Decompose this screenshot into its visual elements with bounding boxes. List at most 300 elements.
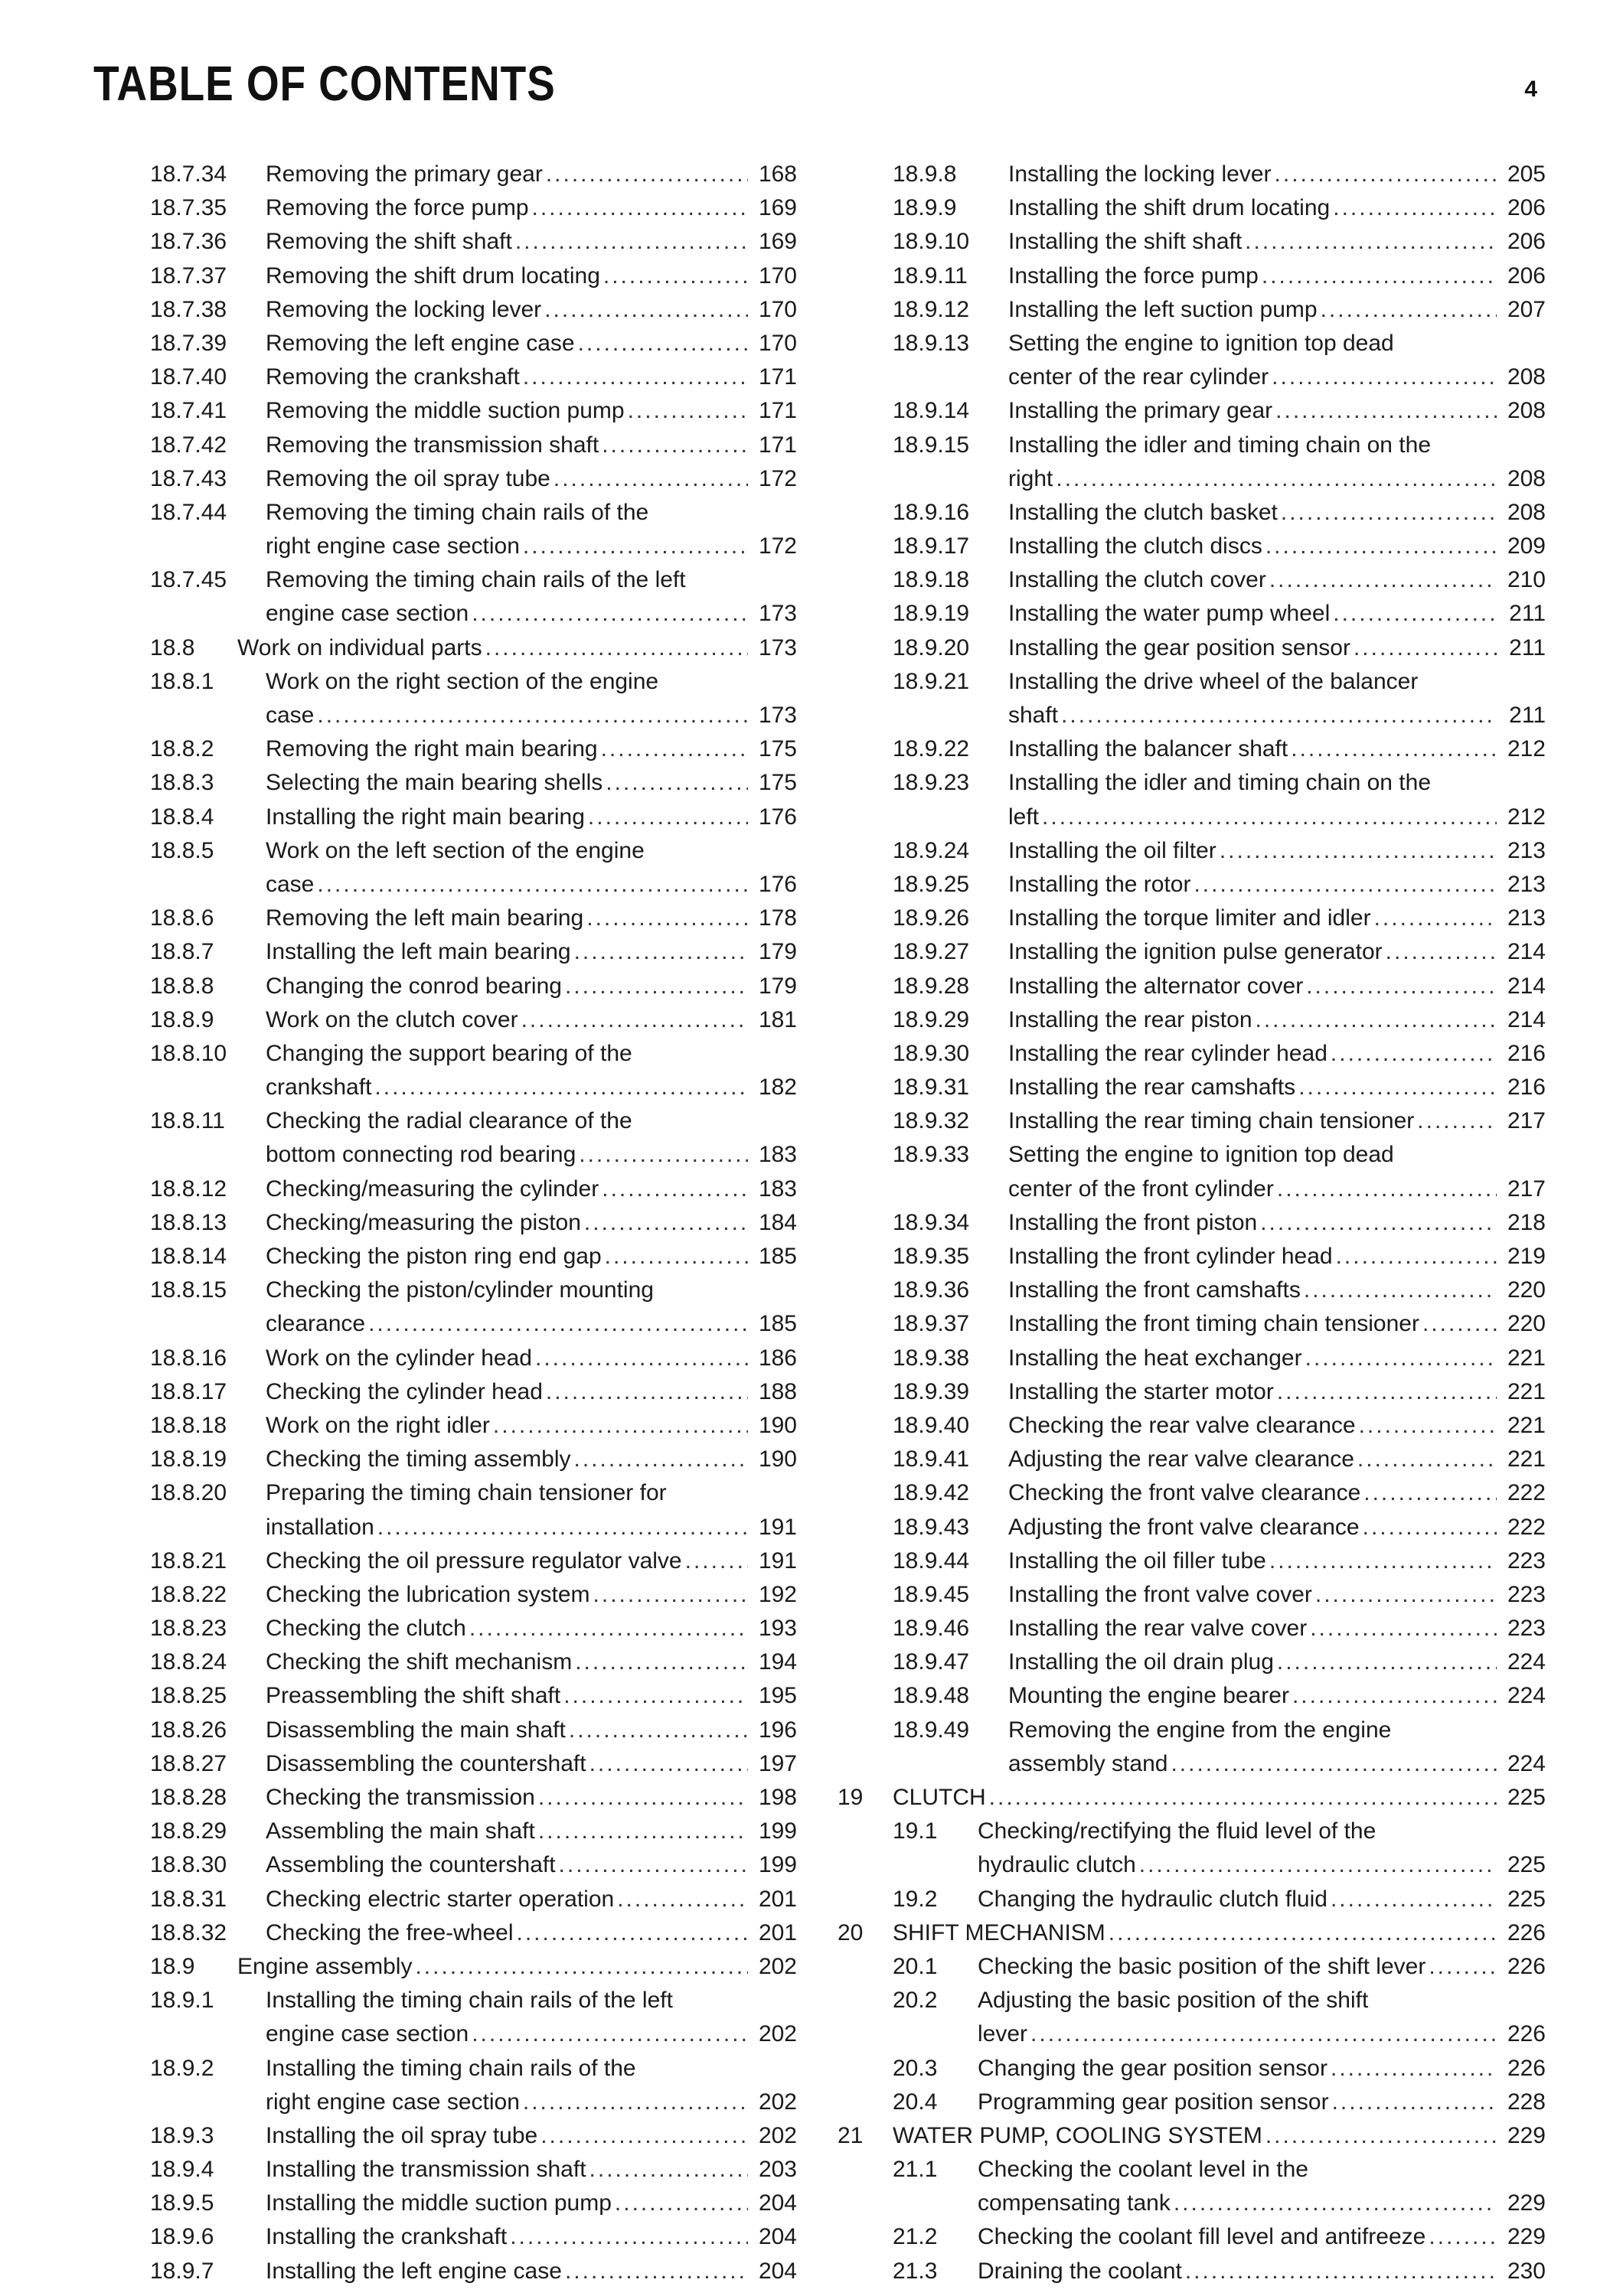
toc-entry[interactable] — [838, 2153, 1546, 2220]
toc-entry[interactable] — [150, 429, 797, 462]
toc-entry-title: Removing the left main bearing — [266, 905, 584, 931]
toc-entry-title: Removing the locking lever — [266, 296, 542, 322]
toc-entry[interactable] — [838, 631, 1546, 665]
toc-entry[interactable] — [150, 665, 797, 732]
toc-entry-number: 18.9.25 — [893, 871, 970, 897]
dot-leader — [377, 1511, 748, 1544]
dot-leader — [574, 935, 748, 969]
toc-entry-page: 211 — [1509, 601, 1546, 627]
toc-entry[interactable] — [838, 665, 1546, 732]
toc-entry[interactable] — [150, 902, 797, 935]
toc-entry-title: Checking the free-wheel — [266, 1919, 514, 1945]
toc-entry-title: Work on the cylinder head — [266, 1345, 532, 1371]
toc-entry[interactable] — [150, 1342, 797, 1375]
dot-leader — [485, 631, 748, 665]
dot-leader — [1363, 1511, 1497, 1544]
toc-entry-title: compensating tank — [978, 2190, 1171, 2216]
toc-entry[interactable] — [838, 1342, 1546, 1375]
toc-entry[interactable] — [838, 902, 1546, 935]
toc-entry-number: 18.9.3 — [150, 2122, 214, 2148]
toc-entry-title: Checking the coolant fill level and antifreeze — [978, 2224, 1426, 2250]
toc-entry[interactable] — [838, 1679, 1546, 1713]
toc-entry-page: 224 — [1507, 1683, 1546, 1709]
toc-entry-page: 217 — [1507, 1176, 1546, 1202]
toc-entry-title: Changing the gear position sensor — [978, 2055, 1327, 2081]
toc-entry-page: 226 — [1507, 2055, 1546, 2081]
toc-entry-number: 18.9.32 — [893, 1108, 970, 1134]
toc-entry-page: 223 — [1507, 1581, 1546, 1607]
toc-entry[interactable] — [838, 1476, 1546, 1510]
toc-entry-title: Installing the rear timing chain tensioner — [1008, 1108, 1415, 1134]
dot-leader — [1331, 1037, 1497, 1071]
toc-entry-number: 18.9.6 — [150, 2224, 214, 2250]
toc-entry-title: Checking the transmission — [266, 1785, 535, 1810]
dot-leader — [589, 2153, 748, 2187]
toc-entry[interactable] — [150, 2153, 797, 2187]
toc-entry-page: 199 — [758, 1852, 797, 1878]
toc-entry-number: 18.9.26 — [893, 905, 970, 931]
toc-entry[interactable] — [150, 259, 797, 293]
toc-entry-title: installation — [266, 1514, 374, 1540]
toc-entry-number: 18.9.12 — [893, 296, 970, 322]
toc-entry[interactable] — [150, 2255, 797, 2288]
toc-entry[interactable] — [838, 1916, 1546, 1950]
toc-entry-title: Installing the starter motor — [1008, 1378, 1274, 1404]
dot-leader — [575, 1645, 748, 1679]
toc-entry[interactable] — [150, 1645, 797, 1679]
dot-leader — [546, 1375, 748, 1409]
toc-entry[interactable] — [838, 2119, 1546, 2153]
toc-entry-title: Checking the basic position of the shift lever — [978, 1953, 1426, 1979]
toc-entry-title: Installing the rear valve cover — [1008, 1616, 1308, 1642]
toc-entry[interactable] — [838, 1578, 1546, 1612]
toc-entry[interactable] — [838, 1883, 1546, 1916]
toc-entry[interactable] — [838, 1511, 1546, 1544]
dot-leader — [546, 158, 748, 191]
toc-entry[interactable] — [838, 1071, 1546, 1104]
toc-entry[interactable] — [838, 2255, 1546, 2288]
toc-entry-page: 226 — [1507, 2021, 1546, 2047]
toc-entry-number: 18.9.13 — [893, 330, 970, 356]
toc-entry[interactable] — [838, 597, 1546, 631]
toc-entry-title: Checking/measuring the cylinder — [266, 1176, 599, 1202]
toc-entry-number: 18.8.9 — [150, 1006, 214, 1032]
toc-entry-title: Checking the clutch — [266, 1616, 466, 1642]
dot-leader — [1030, 2017, 1497, 2051]
toc-entry[interactable] — [150, 158, 797, 191]
toc-entry-number: 18.9.17 — [893, 533, 970, 559]
dot-leader — [615, 2187, 748, 2220]
toc-entry-page: 182 — [758, 1075, 797, 1101]
toc-entry-title: Preassembling the shift shaft — [266, 1683, 561, 1709]
toc-entry[interactable] — [838, 732, 1546, 766]
toc-entry-title: Installing the heat exchanger — [1008, 1345, 1302, 1371]
toc-entry[interactable] — [838, 225, 1546, 259]
toc-entry-page: 224 — [1507, 1649, 1546, 1675]
dot-leader — [1363, 1476, 1497, 1510]
toc-entry-number: 18.9.2 — [150, 2055, 214, 2081]
toc-entry-page: 170 — [758, 263, 797, 289]
toc-entry[interactable] — [838, 1612, 1546, 1645]
toc-entry[interactable] — [838, 1714, 1546, 1781]
toc-entry-number: 18.9.46 — [893, 1616, 970, 1642]
toc-entry-page: 225 — [1507, 1852, 1546, 1878]
toc-entry-page: 202 — [758, 1953, 797, 1979]
toc-entry[interactable] — [838, 1274, 1546, 1307]
toc-entry[interactable] — [150, 935, 797, 969]
dot-leader — [565, 970, 748, 1003]
toc-entry[interactable] — [150, 1476, 797, 1544]
toc-entry[interactable] — [838, 1443, 1546, 1476]
toc-entry[interactable] — [150, 1612, 797, 1645]
toc-entry[interactable] — [150, 1409, 797, 1443]
toc-entry-number: 18.9.29 — [893, 1006, 970, 1032]
toc-entry[interactable] — [838, 970, 1546, 1003]
toc-entry[interactable] — [838, 2086, 1546, 2119]
dot-leader — [469, 1612, 748, 1645]
toc-entry-title: Checking the timing assembly — [266, 1446, 571, 1473]
toc-entry-number: 18.9.48 — [893, 1683, 970, 1709]
toc-entry[interactable] — [150, 2220, 797, 2254]
dot-leader — [586, 902, 748, 935]
dot-leader — [1265, 2119, 1497, 2153]
dot-leader — [1336, 1240, 1497, 1274]
dot-leader — [415, 1950, 748, 1984]
toc-entry-title: Installing the transmission shaft — [266, 2157, 586, 2183]
toc-entry-title: Installing the front valve cover — [1008, 1581, 1312, 1607]
toc-entry-title: Checking the coolant level in the — [978, 2157, 1308, 2183]
toc-entry[interactable] — [150, 327, 797, 360]
toc-entry-number: 18.8.32 — [150, 1919, 227, 1945]
dot-leader — [538, 1781, 748, 1815]
toc-entry-title: Work on the right idler — [266, 1412, 490, 1438]
toc-entry-title: Removing the oil spray tube — [266, 465, 550, 491]
dot-leader — [593, 1578, 748, 1612]
toc-entry-page: 171 — [758, 398, 797, 424]
toc-entry[interactable] — [838, 394, 1546, 428]
toc-entry-title: Installing the front camshafts — [1008, 1277, 1301, 1303]
toc-entry-page: 191 — [758, 1548, 797, 1574]
toc-entry[interactable] — [150, 801, 797, 834]
toc-entry-page: 202 — [758, 2122, 797, 2148]
toc-entry-number: 18.8.12 — [150, 1176, 227, 1202]
toc-entry-number: 18.9.35 — [893, 1244, 970, 1269]
toc-entry-title: Installing the rear piston — [1008, 1006, 1252, 1032]
toc-entry-number: 18.8.31 — [150, 1886, 227, 1912]
toc-entry[interactable] — [838, 158, 1546, 191]
toc-entry-number: 18.8.6 — [150, 905, 214, 931]
toc-left-column — [150, 158, 797, 2288]
toc-entry-title: Work on the right section of the engine — [266, 668, 659, 694]
toc-entry-title: Adjusting the rear valve clearance — [1008, 1446, 1354, 1473]
toc-entry[interactable] — [150, 1781, 797, 1815]
toc-entry-page: 176 — [758, 871, 797, 897]
toc-entry-page: 191 — [758, 1514, 797, 1540]
toc-entry-page: 220 — [1507, 1277, 1546, 1303]
toc-entry-page: 225 — [1507, 1886, 1546, 1912]
toc-entry-title: Checking/rectifying the fluid level of the — [978, 1818, 1376, 1844]
toc-entry[interactable] — [150, 360, 797, 394]
toc-entry-number: 18.9.18 — [893, 567, 970, 593]
toc-entry[interactable] — [838, 293, 1546, 327]
toc-entry-number: 21 — [838, 2122, 864, 2148]
toc-entry-page: 172 — [758, 465, 797, 491]
toc-entry-title: Removing the shift shaft — [266, 229, 512, 255]
toc-entry[interactable] — [838, 429, 1546, 496]
toc-entry-title: Installing the front piston — [1008, 1209, 1258, 1235]
toc-entry-page: 188 — [758, 1378, 797, 1404]
toc-entry-page: 183 — [758, 1142, 797, 1168]
toc-entry[interactable] — [838, 1307, 1546, 1341]
toc-entry-page: 226 — [1507, 1953, 1546, 1979]
toc-entry[interactable] — [150, 1950, 797, 1984]
toc-entry-page: 211 — [1509, 703, 1546, 728]
toc-entry-number: 18.9.44 — [893, 1548, 970, 1574]
dot-leader — [1185, 2255, 1497, 2288]
dot-leader — [1265, 530, 1497, 563]
toc-entry[interactable] — [838, 1781, 1546, 1815]
toc-entry-title: hydraulic clutch — [978, 1852, 1136, 1878]
toc-entry-number: 18.8.21 — [150, 1548, 227, 1574]
toc-entry[interactable] — [150, 1544, 797, 1578]
toc-entry-page: 225 — [1507, 1785, 1546, 1810]
toc-entry-page: 214 — [1507, 973, 1546, 999]
toc-entry[interactable] — [838, 1984, 1546, 2051]
toc-entry-page: 209 — [1507, 533, 1546, 559]
toc-entry[interactable] — [150, 225, 797, 259]
dot-leader — [1277, 1645, 1497, 1679]
toc-entry[interactable] — [150, 2052, 797, 2119]
toc-entry[interactable] — [150, 1240, 797, 1274]
toc-entry-number: 18.9.33 — [893, 1142, 970, 1168]
toc-entry-title: right engine case section — [266, 2089, 520, 2115]
toc-entry-title: Installing the oil drain plug — [1008, 1649, 1274, 1675]
toc-entry-title: case — [266, 703, 315, 728]
toc-entry[interactable] — [150, 1815, 797, 1848]
toc-entry[interactable] — [838, 1104, 1546, 1138]
toc-entry[interactable] — [150, 563, 797, 631]
toc-entry[interactable] — [150, 970, 797, 1003]
toc-entry-number: 18.8.16 — [150, 1345, 227, 1371]
dot-leader — [1357, 1443, 1497, 1476]
toc-entry[interactable] — [150, 1578, 797, 1612]
toc-entry-title: right — [1008, 465, 1053, 491]
toc-entry-page: 218 — [1507, 1209, 1546, 1235]
toc-entry[interactable] — [838, 1409, 1546, 1443]
toc-entry-number: 18.7.43 — [150, 465, 227, 491]
toc-entry[interactable] — [838, 1206, 1546, 1240]
toc-entry[interactable] — [150, 1984, 797, 2051]
toc-entry[interactable] — [150, 1375, 797, 1409]
toc-entry[interactable] — [838, 327, 1546, 394]
toc-entry[interactable] — [150, 1747, 797, 1781]
toc-entry[interactable] — [838, 496, 1546, 530]
toc-entry[interactable] — [150, 1172, 797, 1206]
toc-entry-page: 208 — [1507, 364, 1546, 390]
toc-entry-page: 175 — [758, 770, 797, 796]
toc-entry-title: Removing the shift drum locating — [266, 263, 600, 289]
toc-entry-page: 202 — [758, 2021, 797, 2047]
toc-entry-title: Checking the rear valve clearance — [1008, 1412, 1356, 1438]
dot-leader — [1275, 158, 1497, 191]
toc-entry[interactable] — [838, 530, 1546, 563]
toc-entry-number: 18.9.43 — [893, 1514, 970, 1540]
toc-entry-page: 220 — [1507, 1311, 1546, 1337]
toc-entry[interactable] — [150, 834, 797, 902]
toc-entry[interactable] — [150, 2119, 797, 2153]
toc-entry[interactable] — [838, 868, 1546, 902]
dot-leader — [1256, 1003, 1497, 1037]
toc-entry[interactable] — [838, 1138, 1546, 1205]
toc-entry[interactable] — [838, 2220, 1546, 2254]
toc-entry-page: 206 — [1507, 229, 1546, 255]
toc-entry-number: 18.8.29 — [150, 1818, 227, 1844]
toc-entry[interactable] — [150, 394, 797, 428]
toc-entry-number: 18.8.2 — [150, 736, 214, 762]
toc-entry[interactable] — [150, 1443, 797, 1476]
dot-leader — [588, 801, 748, 834]
dot-leader — [565, 2255, 748, 2288]
toc-entry-title: Adjusting the basic position of the shift — [978, 1988, 1369, 2014]
toc-entry-title: Installing the torque limiter and idler — [1008, 905, 1371, 931]
toc-entry-title: Disassembling the main shaft — [266, 1717, 566, 1743]
toc-entry-number: 18.8.19 — [150, 1446, 227, 1473]
toc-entry-page: 201 — [758, 1919, 797, 1945]
toc-entry-page: 229 — [1507, 2190, 1546, 2216]
dot-leader — [1269, 563, 1497, 597]
toc-entry[interactable] — [150, 732, 797, 766]
toc-entry-page: 214 — [1507, 939, 1546, 965]
dot-leader — [510, 2220, 748, 2254]
toc-entry[interactable] — [150, 1206, 797, 1240]
dot-leader — [685, 1544, 748, 1578]
dot-leader — [1359, 1409, 1497, 1443]
toc-entry-title: Installing the ignition pulse generator — [1008, 939, 1383, 965]
dot-leader — [472, 597, 748, 631]
toc-entry[interactable] — [838, 766, 1546, 833]
toc-entry[interactable] — [838, 563, 1546, 597]
toc-entry-title: Assembling the main shaft — [266, 1818, 535, 1844]
toc-entry-page: 228 — [1507, 2089, 1546, 2115]
toc-entry-number: 18.9.45 — [893, 1581, 970, 1607]
toc-entry[interactable] — [838, 1037, 1546, 1071]
toc-entry-title: Engine assembly — [237, 1953, 413, 1979]
toc-entry[interactable] — [838, 1815, 1546, 1882]
toc-entry-number: 18.9.22 — [893, 736, 970, 762]
toc-entry[interactable] — [150, 1883, 797, 1916]
toc-entry-number: 20.4 — [893, 2089, 938, 2115]
dot-leader — [1429, 2220, 1497, 2254]
toc-entry-page: 203 — [758, 2157, 797, 2183]
toc-entry-page: 222 — [1507, 1514, 1546, 1540]
dot-leader — [1332, 2086, 1497, 2119]
toc-entry-title: Installing the gear position sensor — [1008, 634, 1350, 660]
toc-entry-page: 211 — [1509, 634, 1546, 660]
toc-entry[interactable] — [150, 1104, 797, 1172]
toc-entry[interactable] — [150, 2187, 797, 2220]
toc-entry-number: 20.2 — [893, 1988, 938, 2014]
toc-entry-title: Programming gear position sensor — [978, 2089, 1329, 2115]
toc-entry[interactable] — [150, 1003, 797, 1037]
toc-entry[interactable] — [838, 2052, 1546, 2086]
toc-entry[interactable] — [150, 1679, 797, 1713]
toc-entry[interactable] — [150, 191, 797, 225]
toc-entry[interactable] — [838, 259, 1546, 293]
dot-leader — [374, 1071, 748, 1104]
toc-entry-title: Work on individual parts — [237, 634, 482, 660]
dot-leader — [1262, 259, 1497, 293]
toc-entry-title: Installing the alternator cover — [1008, 973, 1304, 999]
dot-leader — [554, 462, 748, 496]
toc-entry-title: Installing the front cylinder head — [1008, 1244, 1333, 1269]
toc-entry[interactable] — [150, 462, 797, 496]
toc-entry[interactable] — [838, 191, 1546, 225]
dot-leader — [605, 1240, 748, 1274]
toc-entry-title: case — [266, 871, 315, 897]
toc-entry-number: 18.9.10 — [893, 229, 970, 255]
toc-entry-title: Removing the left engine case — [266, 330, 575, 356]
toc-entry-title: SHIFT MECHANISM — [893, 1919, 1105, 1945]
toc-entry-number: 18.8.4 — [150, 804, 214, 830]
toc-entry-page: 213 — [1507, 871, 1546, 897]
toc-entry-number: 18.8.28 — [150, 1785, 227, 1810]
toc-entry-number: 18.8.26 — [150, 1717, 227, 1743]
toc-entry-page: 169 — [758, 229, 797, 255]
dot-leader — [589, 1747, 748, 1781]
toc-entry[interactable] — [150, 631, 797, 665]
toc-entry-page: 172 — [758, 533, 797, 559]
dot-leader — [606, 766, 748, 800]
dot-leader — [1298, 1071, 1497, 1104]
toc-entry-title: Installing the clutch cover — [1008, 567, 1266, 593]
toc-entry-number: 18.8.23 — [150, 1616, 227, 1642]
dot-leader — [1061, 699, 1497, 732]
toc-entry-number: 18.7.37 — [150, 263, 227, 289]
dot-leader — [1292, 1679, 1497, 1713]
toc-entry[interactable] — [838, 935, 1546, 969]
toc-entry-number: 18.7.34 — [150, 161, 227, 187]
toc-entry-number: 18.8.7 — [150, 939, 214, 965]
toc-entry[interactable] — [150, 496, 797, 563]
toc-entry[interactable] — [838, 1240, 1546, 1274]
toc-entry-page: 229 — [1507, 2224, 1546, 2250]
toc-entry[interactable] — [150, 1274, 797, 1341]
toc-entry[interactable] — [838, 1375, 1546, 1409]
dot-leader — [1220, 834, 1497, 868]
toc-entry-number: 18.9.40 — [893, 1412, 970, 1438]
toc-entry-title: Preparing the timing chain tensioner for — [266, 1480, 667, 1506]
toc-entry[interactable] — [150, 293, 797, 327]
toc-entry-page: 208 — [1507, 465, 1546, 491]
toc-entry-number: 18.9.8 — [893, 161, 957, 187]
toc-entry-number: 18.7.44 — [150, 499, 227, 525]
toc-entry[interactable] — [150, 766, 797, 800]
toc-entry[interactable] — [150, 1916, 797, 1950]
toc-entry-title: center of the front cylinder — [1008, 1176, 1274, 1202]
toc-entry-page: 207 — [1507, 296, 1546, 322]
toc-entry[interactable] — [150, 1848, 797, 1882]
toc-entry[interactable] — [838, 1645, 1546, 1679]
toc-entry-title: Removing the timing chain rails of the — [266, 499, 649, 525]
toc-entry[interactable] — [838, 1003, 1546, 1037]
page-number: 4 — [1524, 77, 1537, 102]
dot-leader — [523, 2086, 748, 2119]
toc-entry[interactable] — [150, 1037, 797, 1104]
toc-entry[interactable] — [838, 1950, 1546, 1984]
toc-entry[interactable] — [838, 1544, 1546, 1578]
toc-entry[interactable] — [150, 1714, 797, 1747]
toc-entry[interactable] — [838, 834, 1546, 868]
